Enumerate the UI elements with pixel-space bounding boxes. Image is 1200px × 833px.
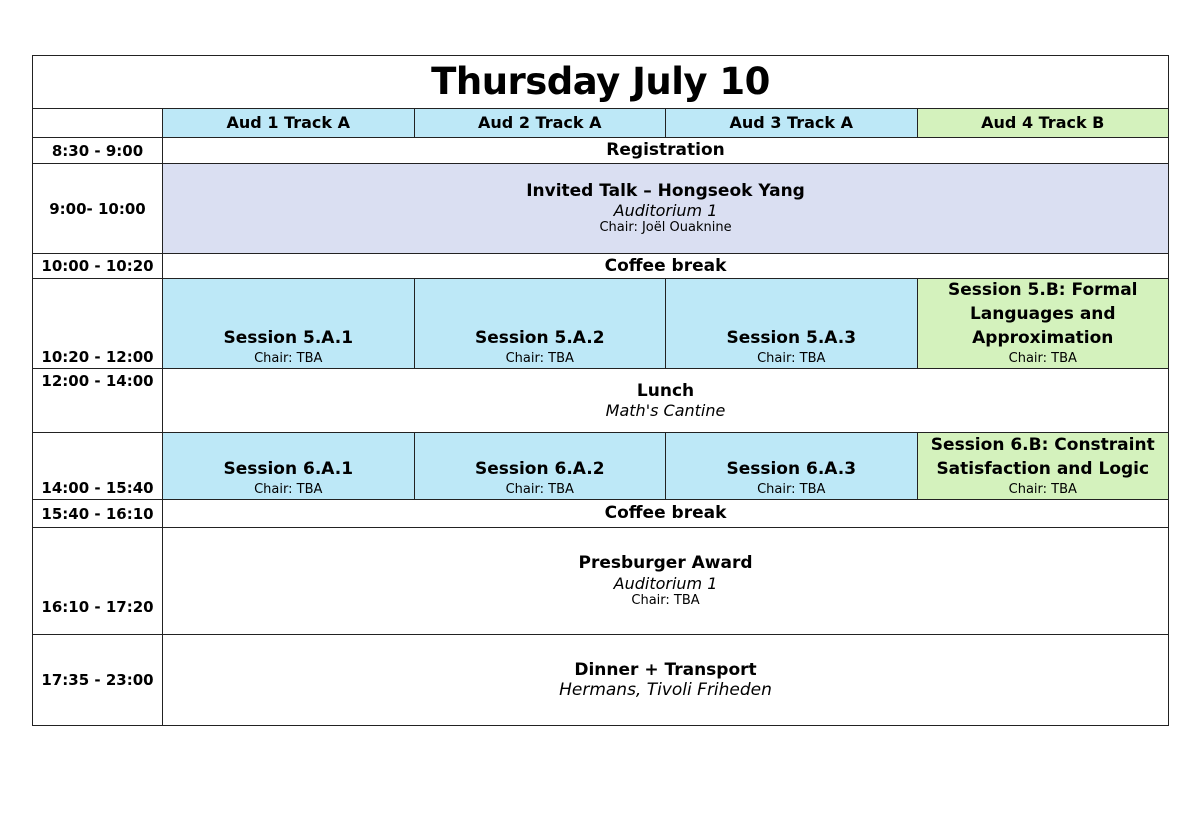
title-row [33,56,1169,109]
session-cell-5a2 [414,279,666,369]
time-cell: 12:00 - 14:00 [33,369,163,433]
dinner-title: Dinner + Transport [574,659,757,680]
session-title: Session 6.A.2 [474,458,605,479]
row-registration [33,138,1169,164]
row-session-5 [33,279,1169,369]
header-aud-1: Aud 1 Track A [163,109,415,138]
lunch-title: Lunch [636,380,695,401]
header-aud-2: Aud 2 Track A [414,109,666,138]
session-cell-6b [917,433,1169,500]
time-cell: 10:20 - 12:00 [33,279,163,369]
award-title: Presburger Award [578,553,753,574]
time-cell: 15:40 - 16:10 [33,500,163,528]
session-chair: Chair: TBA [505,350,574,366]
session-title: Session 5.A.1 [223,327,354,348]
session-title: Session 6.A.1 [223,458,354,479]
award-cell [163,528,1169,635]
time-cell: 16:10 - 17:20 [33,528,163,635]
session-cell-5a3 [666,279,918,369]
row-session-6 [33,433,1169,500]
time-cell: 8:30 - 9:00 [33,138,163,164]
session-chair: Chair: TBA [505,481,574,497]
session-chair: Chair: TBA [1008,481,1077,497]
lunch-location: Math's Cantine [605,401,726,421]
session-title-line: Satisfaction and Logic [936,458,1150,479]
coffee-break-cell: Coffee break [163,254,1169,279]
session-chair: Chair: TBA [1008,350,1077,366]
lunch-cell [163,369,1169,433]
award-location: Auditorium 1 [613,573,718,593]
session-title-line: Session 5.B: Formal [948,280,1138,301]
award-chair: Chair: TBA [631,592,700,608]
time-cell: 14:00 - 15:40 [33,433,163,500]
row-invited-talk [33,164,1169,254]
session-cell-6a1 [163,433,415,500]
coffee-break-cell: Coffee break [163,500,1169,528]
header-time-blank [33,109,163,138]
invited-talk-chair: Chair: Joël Ouaknine [599,220,732,236]
invited-talk-location: Auditorium 1 [613,201,718,221]
row-dinner [33,635,1169,726]
time-cell: 9:00- 10:00 [33,164,163,254]
header-row [33,109,1169,138]
session-title: Session 5.A.3 [726,327,857,348]
session-cell-6a3 [666,433,918,500]
row-coffee-break-1 [33,254,1169,279]
header-aud-4: Aud 4 Track B [917,109,1169,138]
invited-talk-cell [163,164,1169,254]
session-cell-5b [917,279,1169,369]
row-lunch [33,369,1169,433]
session-chair: Chair: TBA [757,481,826,497]
session-title-line: Session 6.B: Constraint [930,435,1155,456]
session-title: Session 5.A.2 [474,327,605,348]
session-title-line: Languages and [969,304,1116,325]
session-chair: Chair: TBA [254,481,323,497]
session-cell-5a1 [163,279,415,369]
time-cell: 10:00 - 10:20 [33,254,163,279]
dinner-cell [163,635,1169,726]
session-chair: Chair: TBA [757,350,826,366]
schedule-table [32,55,1169,726]
row-presburger-award [33,528,1169,635]
session-title-line: Approximation [972,327,1114,348]
dinner-location: Hermans, Tivoli Friheden [559,680,772,700]
session-chair: Chair: TBA [254,350,323,366]
registration-cell: Registration [163,138,1169,164]
header-aud-3: Aud 3 Track A [666,109,918,138]
row-coffee-break-2 [33,500,1169,528]
time-cell: 17:35 - 23:00 [33,635,163,726]
session-cell-6a2 [414,433,666,500]
page-title: Thursday July 10 [33,56,1169,109]
invited-talk-title: Invited Talk – Hongseok Yang [526,180,805,201]
session-title: Session 6.A.3 [726,458,857,479]
